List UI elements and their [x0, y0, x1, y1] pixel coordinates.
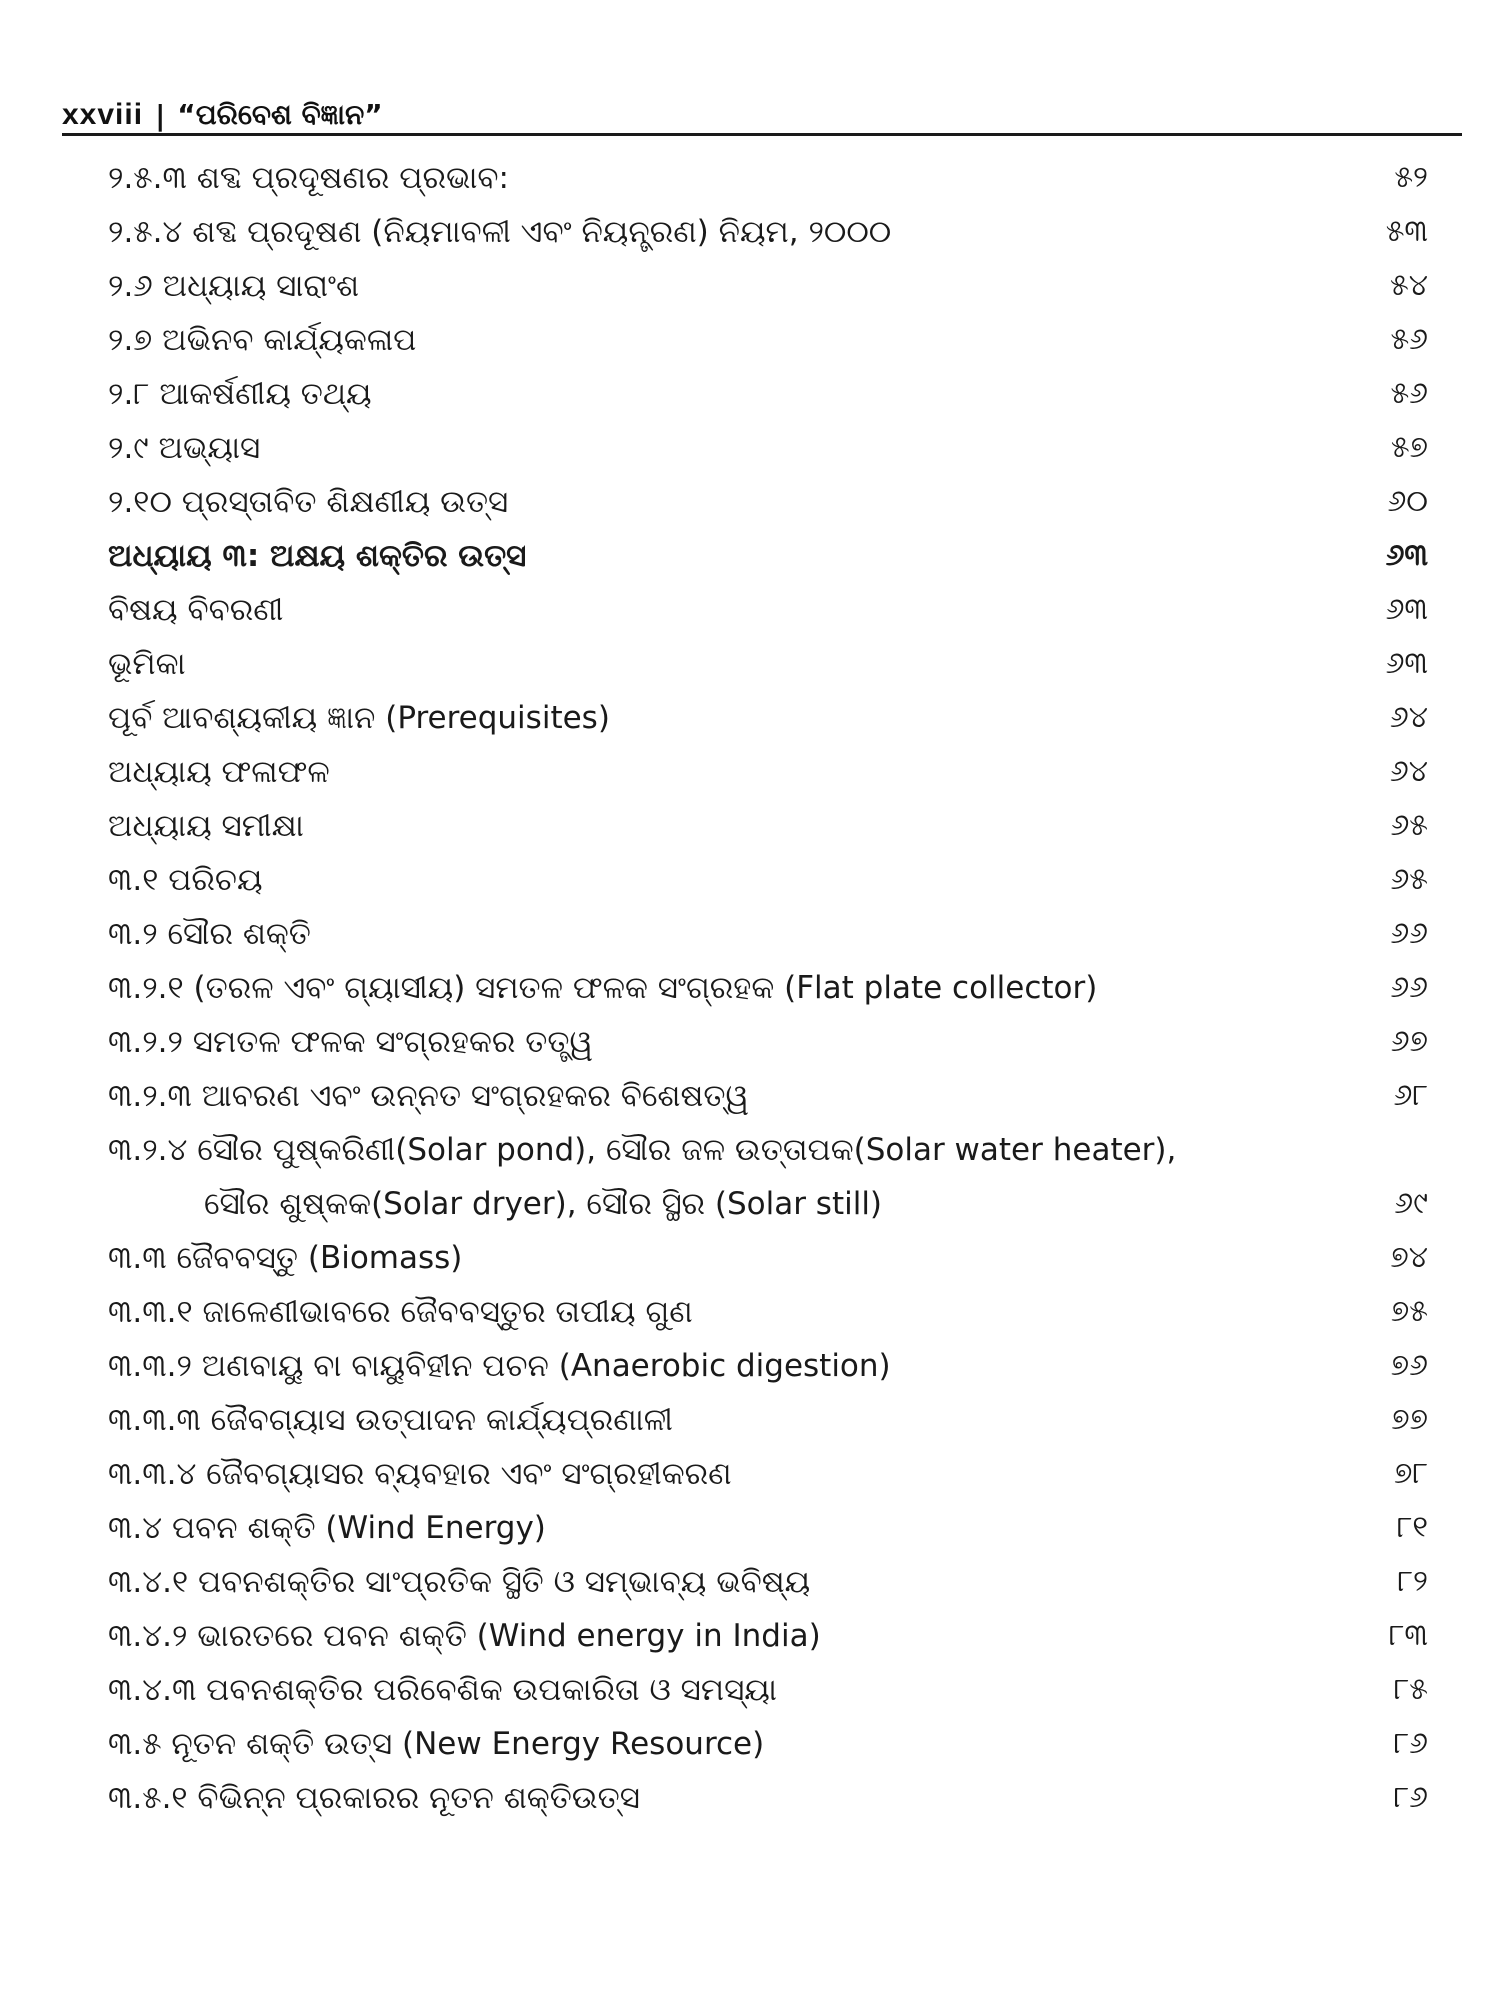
table-of-contents — [0, 150, 1500, 1824]
toc-entry — [0, 1068, 1500, 1122]
toc-entry — [0, 1446, 1500, 1500]
toc-entry — [0, 366, 1500, 420]
toc-entry-title: ଅଧ୍ୟାୟ ଫଳାଫଳ — [108, 754, 330, 790]
toc-entry-title: ୩.୪ ପବନ ଶକ୍ତି (Wind Energy) — [108, 1510, 546, 1546]
toc-entry-title: ୨.୧୦ ପ୍ରସ୍ତାବିତ ଶିକ୍ଷଣୀୟ ଉତ୍ସ — [108, 484, 509, 520]
toc-entry-title: ସୌର ଶୁଷ୍କକ(Solar dryer), ସୌର ସ୍ଥିର (Solar still) — [204, 1186, 883, 1222]
toc-entry-page: ୬୪ — [1389, 700, 1428, 735]
toc-entry — [0, 1608, 1500, 1662]
toc-entry-page: ୮୧ — [1396, 1510, 1428, 1545]
toc-entry-page: ୮୬ — [1393, 1780, 1428, 1815]
toc-entry — [0, 150, 1500, 204]
header-separator: | — [155, 99, 166, 132]
running-header — [62, 92, 1462, 132]
toc-entry-title: ୨.୫.୩ ଶବ୍ଦ ପ୍ରଦୂଷଣର ପ୍ରଭାବ: — [108, 160, 509, 196]
toc-entry — [0, 960, 1500, 1014]
toc-entry-title: ୩.୩.୨ ଅଣବାୟୁ ବା ବାୟୁବିହୀନ ପଚନ (Anaerobic digestion) — [108, 1348, 891, 1384]
toc-entry-page: ୭୬ — [1390, 1348, 1428, 1383]
toc-entry — [0, 582, 1500, 636]
book-title: “ପରିବେଶ ବିଜ୍ଞାନ” — [177, 98, 383, 131]
toc-entry — [0, 1392, 1500, 1446]
toc-entry-title: ୩.୨.୪ ସୌର ପୁଷ୍କରିଣୀ(Solar pond), ସୌର ଜଳ ଉତ୍ତାପକ(Solar water heater), — [108, 1132, 1177, 1168]
toc-entry — [0, 528, 1500, 582]
toc-entry-page: ୫୩ — [1385, 214, 1428, 249]
toc-entry-title: ଭୂମିକା — [108, 646, 186, 682]
toc-entry-page: ୫୬ — [1390, 376, 1428, 411]
toc-entry — [0, 852, 1500, 906]
toc-entry-page: ୫୭ — [1390, 430, 1428, 465]
toc-entry — [0, 1176, 1500, 1230]
toc-entry — [0, 1554, 1500, 1608]
toc-entry-title: ୩.୩ ଜୈବବସ୍ତୁ (Biomass) — [108, 1240, 463, 1276]
toc-entry-page: ୬୪ — [1389, 754, 1428, 789]
toc-entry-page: ୫୨ — [1394, 160, 1428, 195]
toc-entry-title: ୩.୪.୧ ପବନଶକ୍ତିର ସାଂପ୍ରତିକ ସ୍ଥିତି ଓ ସମ୍ଭାବ୍ୟ ଭବିଷ୍ୟ — [108, 1564, 811, 1600]
header-rule — [62, 133, 1462, 136]
toc-entry-page: ୬୫ — [1390, 862, 1428, 897]
toc-entry — [0, 1770, 1500, 1824]
toc-entry-page: ୮୫ — [1393, 1672, 1428, 1707]
toc-entry-title: ୩.୩.୧ ଜାଳେଣୀଭାବରେ ଜୈବବସ୍ତୁର ତାପୀୟ ଗୁଣ — [108, 1294, 693, 1330]
toc-entry-title: ୩.୨.୨ ସମତଳ ଫଳକ ସଂଗ୍ରହକର ତତ୍ତ୍ୱ — [108, 1024, 593, 1060]
toc-entry-page: ୮୩ — [1388, 1618, 1428, 1653]
toc-entry-page: ୭୫ — [1390, 1294, 1428, 1329]
toc-entry-title: ପୂର୍ବ ଆବଶ୍ୟକୀୟ ଜ୍ଞାନ (Prerequisites) — [108, 700, 610, 736]
toc-entry-page: ୬୬ — [1390, 916, 1428, 951]
toc-entry — [0, 312, 1500, 366]
toc-entry-page: ୭୪ — [1390, 1240, 1428, 1275]
toc-entry — [0, 906, 1500, 960]
toc-entry-title: ୨.୮ ଆକର୍ଷଣୀୟ ତଥ୍ୟ — [108, 376, 372, 412]
toc-entry — [0, 420, 1500, 474]
toc-entry-page: ୬୩ — [1385, 592, 1428, 627]
toc-entry — [0, 1122, 1500, 1176]
toc-entry — [0, 690, 1500, 744]
toc-entry-page: ୭୭ — [1391, 1402, 1428, 1437]
toc-entry-title: ୩.୨.୧ (ତରଳ ଏବଂ ଗ୍ୟାସୀୟ) ସମତଳ ଫଳକ ସଂଗ୍ରହକ (Flat plate collector) — [108, 970, 1098, 1006]
toc-entry — [0, 204, 1500, 258]
toc-entry — [0, 1662, 1500, 1716]
toc-entry-page: ୫୬ — [1390, 322, 1428, 357]
toc-entry — [0, 1500, 1500, 1554]
toc-entry-page: ୬୭ — [1390, 1024, 1428, 1059]
toc-entry — [0, 1230, 1500, 1284]
toc-entry-title: ଅଧ୍ୟାୟ ୩: ଅକ୍ଷୟ ଶକ୍ତିର ଉତ୍ସ — [108, 538, 527, 574]
toc-entry-page: ୬୬ — [1390, 970, 1428, 1005]
toc-entry-title: ୩.୩.୪ ଜୈବଗ୍ୟାସର ବ୍ୟବହାର ଏବଂ ସଂଗ୍ରହୀକରଣ — [108, 1456, 732, 1492]
toc-entry-page: ୬୯ — [1394, 1186, 1428, 1221]
toc-entry-title: ୩.୨.୩ ଆବରଣ ଏବଂ ଉନ୍ନତ ସଂଗ୍ରହକର ବିଶେଷତ୍ୱ — [108, 1078, 749, 1114]
toc-entry-title: ୩.୧ ପରିଚୟ — [108, 862, 263, 898]
toc-entry-page: ୬୩ — [1385, 538, 1428, 573]
toc-entry — [0, 744, 1500, 798]
toc-entry — [0, 1014, 1500, 1068]
toc-entry — [0, 1284, 1500, 1338]
toc-entry-page: ୬୦ — [1387, 484, 1428, 519]
toc-entry — [0, 474, 1500, 528]
toc-entry-page: ୫୪ — [1390, 268, 1428, 303]
toc-entry — [0, 1716, 1500, 1770]
toc-entry-title: ୩.୫ ନୂତନ ଶକ୍ତି ଉତ୍ସ (New Energy Resource) — [108, 1726, 765, 1762]
toc-entry-page: ୮୬ — [1393, 1726, 1428, 1761]
toc-entry-title: ୩.୪.୨ ଭାରତରେ ପବନ ଶକ୍ତି (Wind energy in India) — [108, 1618, 821, 1654]
page-number: xxviii — [62, 98, 144, 131]
toc-entry-page: ୭୮ — [1393, 1456, 1428, 1491]
toc-entry — [0, 258, 1500, 312]
toc-entry — [0, 636, 1500, 690]
toc-entry-title: ୨.୯ ଅଭ୍ୟାସ — [108, 430, 261, 466]
toc-entry-title: ୨.୭ ଅଭିନବ କାର୍ଯ୍ୟକଳାପ — [108, 322, 417, 358]
toc-entry-title: ଅଧ୍ୟାୟ ସମୀକ୍ଷା — [108, 808, 304, 844]
toc-entry-title: ୨.୫.୪ ଶବ୍ଦ ପ୍ରଦୂଷଣ (ନିୟମାବଳୀ ଏବଂ ନିୟନ୍ତ୍ରଣ) ନିୟମ, ୨୦୦୦ — [108, 214, 892, 250]
toc-entry-page: ୬୫ — [1390, 808, 1428, 843]
toc-entry-page: ୬୮ — [1393, 1078, 1428, 1113]
toc-entry-title: ୩.୪.୩ ପବନଶକ୍ତିର ପରିବେଶିକ ଉପକାରିତା ଓ ସମସ୍ୟା — [108, 1672, 777, 1708]
toc-entry — [0, 1338, 1500, 1392]
toc-entry-page: ୮୨ — [1397, 1564, 1428, 1599]
toc-entry-title: ବିଷୟ ବିବରଣୀ — [108, 592, 284, 628]
toc-entry-title: ୩.୨ ସୌର ଶକ୍ତି — [108, 916, 311, 952]
toc-entry — [0, 798, 1500, 852]
toc-entry-title: ୩.୩.୩ ଜୈବଗ୍ୟାସ ଉତ୍ପାଦନ କାର୍ଯ୍ୟପ୍ରଣାଳୀ — [108, 1402, 673, 1438]
toc-entry-title: ୩.୫.୧ ବିଭିନ୍ନ ପ୍ରକାରର ନୂତନ ଶକ୍ତିଉତ୍ସ — [108, 1780, 640, 1816]
toc-entry-page: ୬୩ — [1385, 646, 1428, 681]
toc-entry-title: ୨.୬ ଅଧ୍ୟାୟ ସାରାଂଶ — [108, 268, 360, 304]
